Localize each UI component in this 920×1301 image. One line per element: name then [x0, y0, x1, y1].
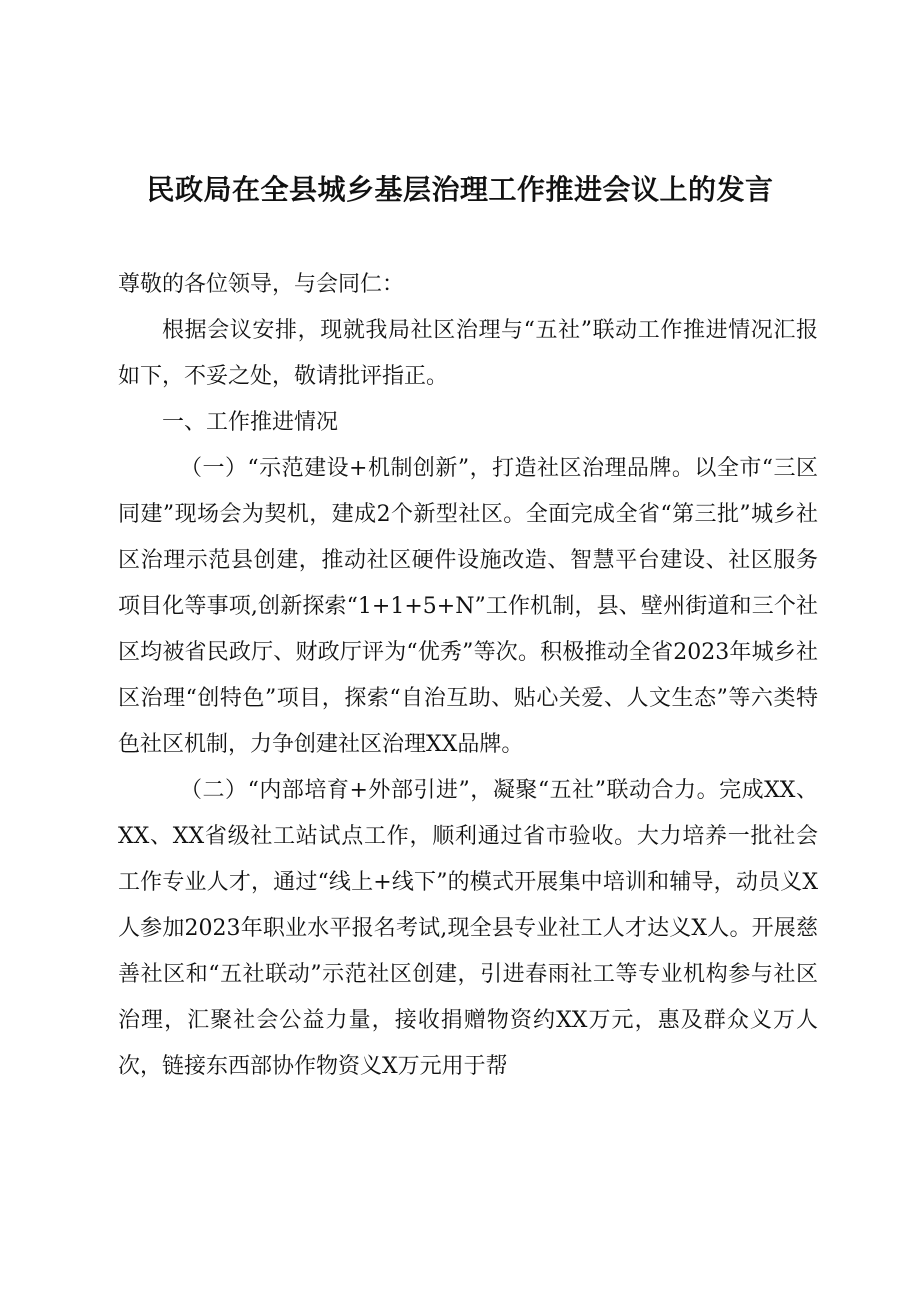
paragraph-2: （二）“内部培育+外部引进”，凝聚“五社”联动合力。完成XX、XX、XX省级社工站试点工作，顺利通过省市验收。大力培养一批社会工作专业人才，通过“线上+线下”的模式开展集中培训和辅导，动员义X人参加2023年职业水平报名考试,现全县专业社工人才达义X人。开展慈善社区和“五社联动”示范社区创建，引进春雨社工等专业机构参与社区治理，汇聚社会公益力量，接收捐赠物资约XX万元，惠及群众义万人次，链接东西部协作物资义X万元用于帮: [118, 778, 818, 1079]
document-body: [118, 262, 818, 1090]
salutation: 尊敬的各位领导，与会同仁：: [118, 272, 405, 297]
intro-paragraph: 根据会议安排，现就我局社区治理与“五社”联动工作推进情况汇报如下，不妥之处，敬请批评指正。: [118, 318, 818, 389]
section-heading: 一、工作推进情况: [162, 410, 339, 435]
paragraph-1: （一）“示范建设+机制创新”，打造社区治理品牌。以全市“三区同建”现场会为契机，建成2个新型社区。全面完成全省“第三批”城乡社区治理示范县创建，推动社区硬件设施改造、智慧平台建设、社区服务项目化等事项,创新探索“1+1+5+N”工作机制，县、壁州街道和三个社区均被省民政厅、财政厅评为“优秀”等次。积极推动全省2023年城乡社区治理“创特色”项目，探索“自治互助、贴心关爱、人文生态”等六类特色社区机制，力争创建社区治理XX品牌。: [118, 456, 818, 757]
document-title: 民政局在全县城乡基层治理工作推进会议上的发言: [146, 173, 774, 206]
